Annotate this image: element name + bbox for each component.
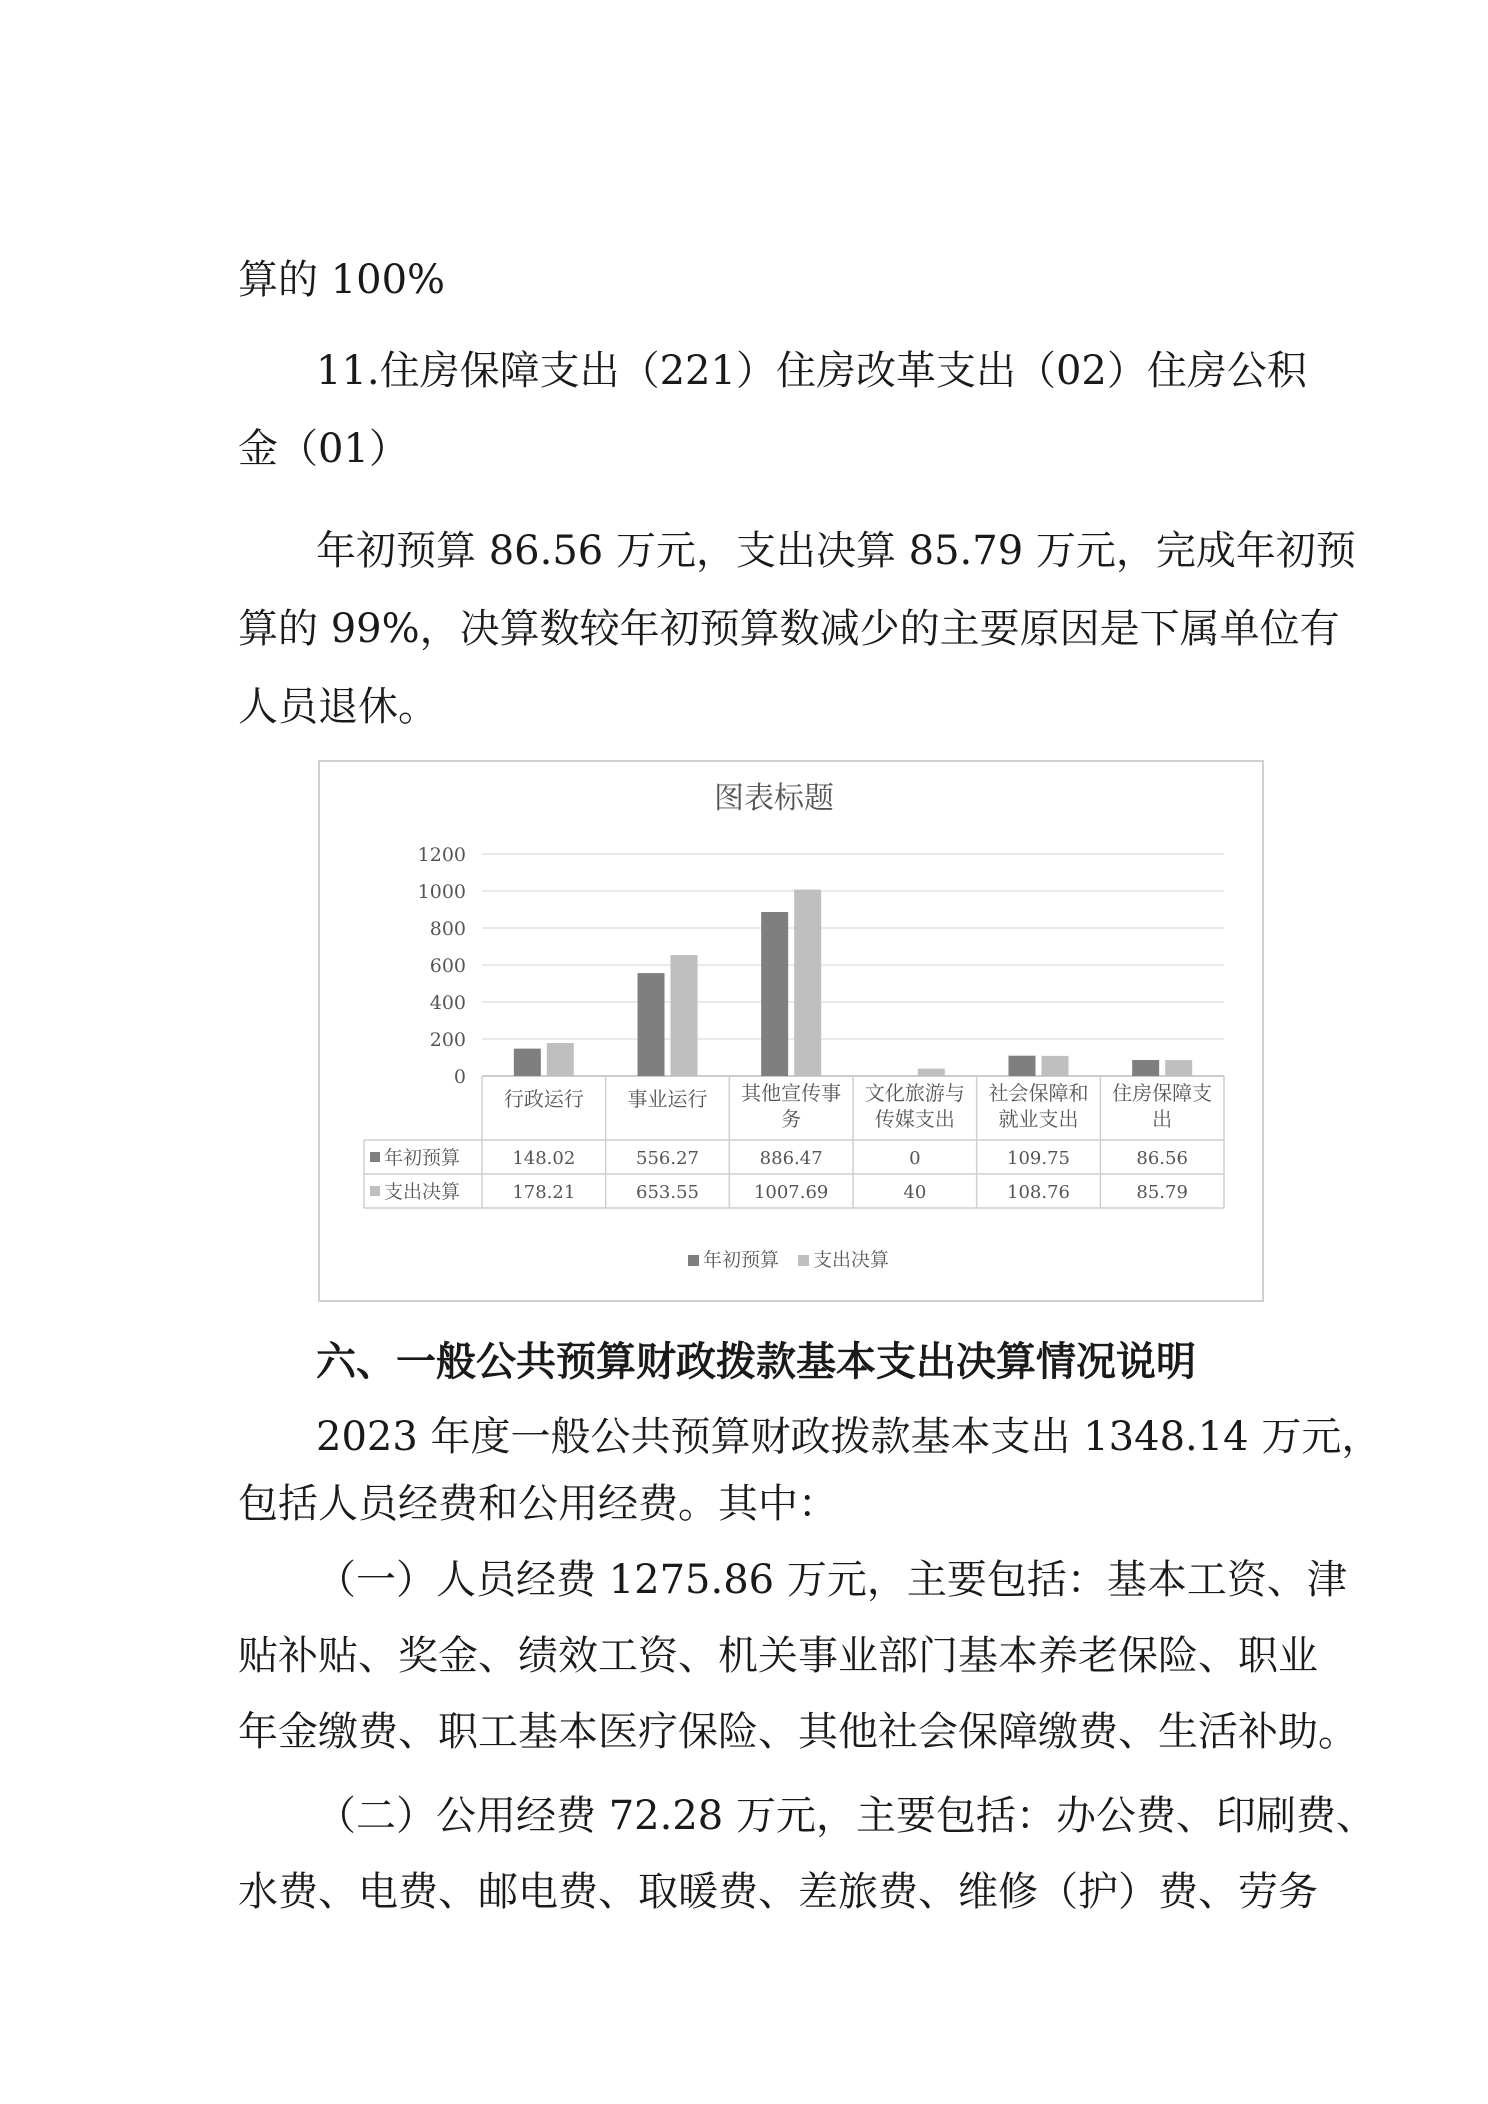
para-line: 2023 年度一般公共预算财政拨款基本支出 1348.14 万元， <box>316 1414 1382 1460</box>
y-tick-label: 200 <box>429 1029 466 1051</box>
data-label: 1007.69 <box>753 1182 829 1203</box>
section-heading: 六、一般公共预算财政拨款基本支出决算情况说明 <box>316 1339 1196 1385</box>
data-label: 178.21 <box>512 1182 576 1203</box>
category-label: 事业运行 <box>627 1087 708 1111</box>
chart-svg <box>320 762 1262 1300</box>
data-label: 85.79 <box>1136 1182 1188 1203</box>
data-label: 886.47 <box>759 1148 823 1169</box>
chart-title: 图表标题 <box>714 781 834 816</box>
data-label: 40 <box>903 1182 927 1203</box>
category-label: 就业支出 <box>998 1107 1079 1131</box>
bar <box>1132 1060 1159 1076</box>
para-line: （一）人员经费 1275.86 万元，主要包括：基本工资、津 <box>316 1557 1347 1603</box>
para-line: （二）公用经费 72.28 万元，主要包括：办公费、印刷费、 <box>316 1793 1376 1839</box>
para-line: 人员退休。 <box>238 684 438 730</box>
category-label: 住房保障支 <box>1112 1081 1213 1105</box>
para-line: 算的 99%，决算数较年初预算数减少的主要原因是下属单位有 <box>238 606 1340 652</box>
legend-label: 支出决算 <box>813 1249 890 1271</box>
series-swatch <box>370 1186 380 1196</box>
y-tick-label: 0 <box>453 1066 466 1088</box>
data-label: 556.27 <box>636 1148 699 1169</box>
para-line: 11.住房保障支出（221）住房改革支出（02）住房公积 <box>316 348 1307 394</box>
y-tick-label: 1200 <box>417 844 466 866</box>
bar <box>1009 1056 1036 1076</box>
para-line: 水费、电费、邮电费、取暖费、差旅费、维修（护）费、劳务 <box>238 1869 1318 1915</box>
bar <box>918 1069 945 1076</box>
para-line: 金（01） <box>238 426 409 472</box>
series-row-label: 年初预算 <box>384 1147 461 1169</box>
y-tick-label: 800 <box>429 918 466 940</box>
category-label: 文化旅游与 <box>864 1081 965 1105</box>
series-row-label: 支出决算 <box>384 1181 461 1203</box>
para-line: 年初预算 86.56 万元，支出决算 85.79 万元，完成年初预 <box>316 528 1356 574</box>
bar <box>671 955 698 1076</box>
legend-swatch <box>688 1255 699 1266</box>
series-swatch <box>370 1152 380 1162</box>
category-label: 其他宣传事 <box>741 1081 842 1105</box>
y-tick-label: 400 <box>429 992 466 1014</box>
category-label: 出 <box>1152 1107 1173 1131</box>
category-label: 行政运行 <box>503 1087 584 1111</box>
data-label: 86.56 <box>1136 1148 1188 1169</box>
bar <box>794 890 821 1076</box>
bar <box>514 1049 541 1076</box>
bar-chart <box>318 760 1264 1302</box>
data-label: 108.76 <box>1007 1182 1070 1203</box>
bar <box>761 912 788 1076</box>
data-label: 653.55 <box>636 1182 699 1203</box>
legend-label: 年初预算 <box>703 1249 780 1271</box>
category-label: 务 <box>781 1107 802 1131</box>
y-tick-label: 1000 <box>417 881 466 903</box>
para-line: 算的 100% <box>238 257 446 303</box>
category-label: 传媒支出 <box>874 1107 955 1131</box>
para-line: 包括人员经费和公用经费。其中： <box>238 1481 838 1527</box>
bar <box>1165 1060 1192 1076</box>
para-line: 贴补贴、奖金、绩效工资、机关事业部门基本养老保险、职业 <box>238 1633 1318 1679</box>
y-tick-label: 600 <box>429 955 466 977</box>
legend-swatch <box>798 1255 809 1266</box>
data-label: 148.02 <box>512 1148 576 1169</box>
data-label: 0 <box>909 1148 921 1169</box>
bar <box>638 973 665 1076</box>
bar <box>547 1043 574 1076</box>
bar <box>1042 1056 1069 1076</box>
category-label: 社会保障和 <box>988 1081 1089 1105</box>
data-label: 109.75 <box>1007 1148 1070 1169</box>
para-line: 年金缴费、职工基本医疗保险、其他社会保障缴费、生活补助。 <box>238 1709 1358 1755</box>
